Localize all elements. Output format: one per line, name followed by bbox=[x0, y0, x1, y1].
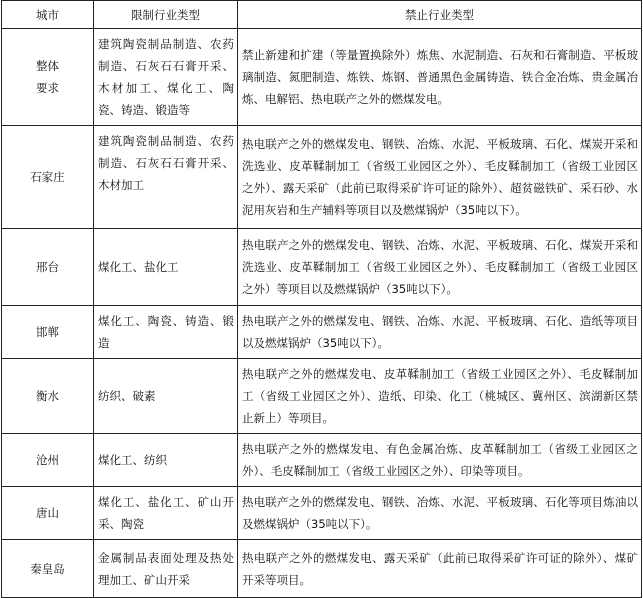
industry-restriction-table bbox=[1, 0, 642, 598]
city-cell: 衡水 bbox=[2, 359, 94, 434]
prohibited-cell: 热电联产之外的燃煤发电、钢铁、冶炼、水泥、平板玻璃、石化、煤炭开采和洗选业、皮革鞣制加工（省级工业园区之外）、毛皮鞣制加工（省级工业园区之外）等项目以及燃煤锅炉（35吨以下）。 bbox=[238, 229, 642, 306]
restricted-cell: 煤化工、纺织 bbox=[94, 434, 238, 487]
city-cell: 邯郸 bbox=[2, 306, 94, 359]
prohibited-cell: 热电联产之外的燃煤发电、皮革鞣制加工（省级工业园区之外）、毛皮鞣制加工（省级工业园区之外）、造纸、印染、化工（桃城区、冀州区、滨湖新区禁止新上）等项目。 bbox=[238, 359, 642, 434]
city-cell: 整体要求 bbox=[2, 29, 94, 126]
prohibited-cell: 热电联产之外的燃煤发电、露天采矿（此前已取得采矿许可证的除外）、煤矿开采等项目。 bbox=[238, 540, 642, 598]
restricted-cell: 煤化工、盐化工、矿山开采、陶瓷 bbox=[94, 487, 238, 540]
restricted-cell: 建筑陶瓷制品制造、农药制造、石灰石石膏开采、木材加工 bbox=[94, 126, 238, 229]
table-row bbox=[2, 359, 642, 434]
restricted-cell: 煤化工、盐化工 bbox=[94, 229, 238, 306]
table-row bbox=[2, 126, 642, 229]
restricted-cell: 煤化工、陶瓷、铸造、锻造 bbox=[94, 306, 238, 359]
table-header-row bbox=[2, 1, 642, 29]
city-cell: 沧州 bbox=[2, 434, 94, 487]
city-cell: 唐山 bbox=[2, 487, 94, 540]
table-row bbox=[2, 306, 642, 359]
city-cell: 石家庄 bbox=[2, 126, 94, 229]
table-row bbox=[2, 29, 642, 126]
prohibited-cell: 热电联产之外的燃煤发电、钢铁、冶炼、水泥、平板玻璃、石化、煤炭开采和洗选业、皮革鞣制加工（省级工业园区之外）、毛皮鞣制加工（省级工业园区之外）、露天采矿（此前已取得采矿许可证的除外）、超贫磁铁矿、采石砂、水泥用灰岩和生产辅料等项目以及燃煤锅炉（35吨以下）。 bbox=[238, 126, 642, 229]
restricted-cell: 金属制品表面处理及热处理加工、矿山开采 bbox=[94, 540, 238, 598]
prohibited-cell: 热电联产之外的燃煤发电、有色金属冶炼、皮革鞣制加工（省级工业园区之外）、毛皮鞣制加工（省级工业园区之外）、印染等项目。 bbox=[238, 434, 642, 487]
city-cell: 邢台 bbox=[2, 229, 94, 306]
table-row bbox=[2, 540, 642, 598]
prohibited-cell: 禁止新建和扩建（等量置换除外）炼焦、水泥制造、石灰和石膏制造、平板玻璃制造、氮肥制造、炼铁、炼钢、普通黑色金属铸造、铁合金冶炼、贵金属冶炼、电解铝、热电联产之外的燃煤发电。 bbox=[238, 29, 642, 126]
table-row bbox=[2, 229, 642, 306]
header-restricted: 限制行业类型 bbox=[94, 1, 238, 29]
city-cell: 秦皇岛 bbox=[2, 540, 94, 598]
prohibited-cell: 热电联产之外的燃煤发电、钢铁、冶炼、水泥、平板玻璃、石化、造纸等项目以及燃煤锅炉（35吨以下）。 bbox=[238, 306, 642, 359]
header-city: 城市 bbox=[2, 1, 94, 29]
table-row bbox=[2, 434, 642, 487]
prohibited-cell: 热电联产之外的燃煤发电、钢铁、冶炼、水泥、平板玻璃、石化等项目炼油以及燃煤锅炉（35吨以下）。 bbox=[238, 487, 642, 540]
restricted-cell: 建筑陶瓷制品制造、农药制造、石灰石石膏开采、木材加工、煤化工、陶瓷、铸造、锻造等 bbox=[94, 29, 238, 126]
table-row bbox=[2, 487, 642, 540]
restricted-cell: 纺织、破素 bbox=[94, 359, 238, 434]
header-prohibited: 禁止行业类型 bbox=[238, 1, 642, 29]
